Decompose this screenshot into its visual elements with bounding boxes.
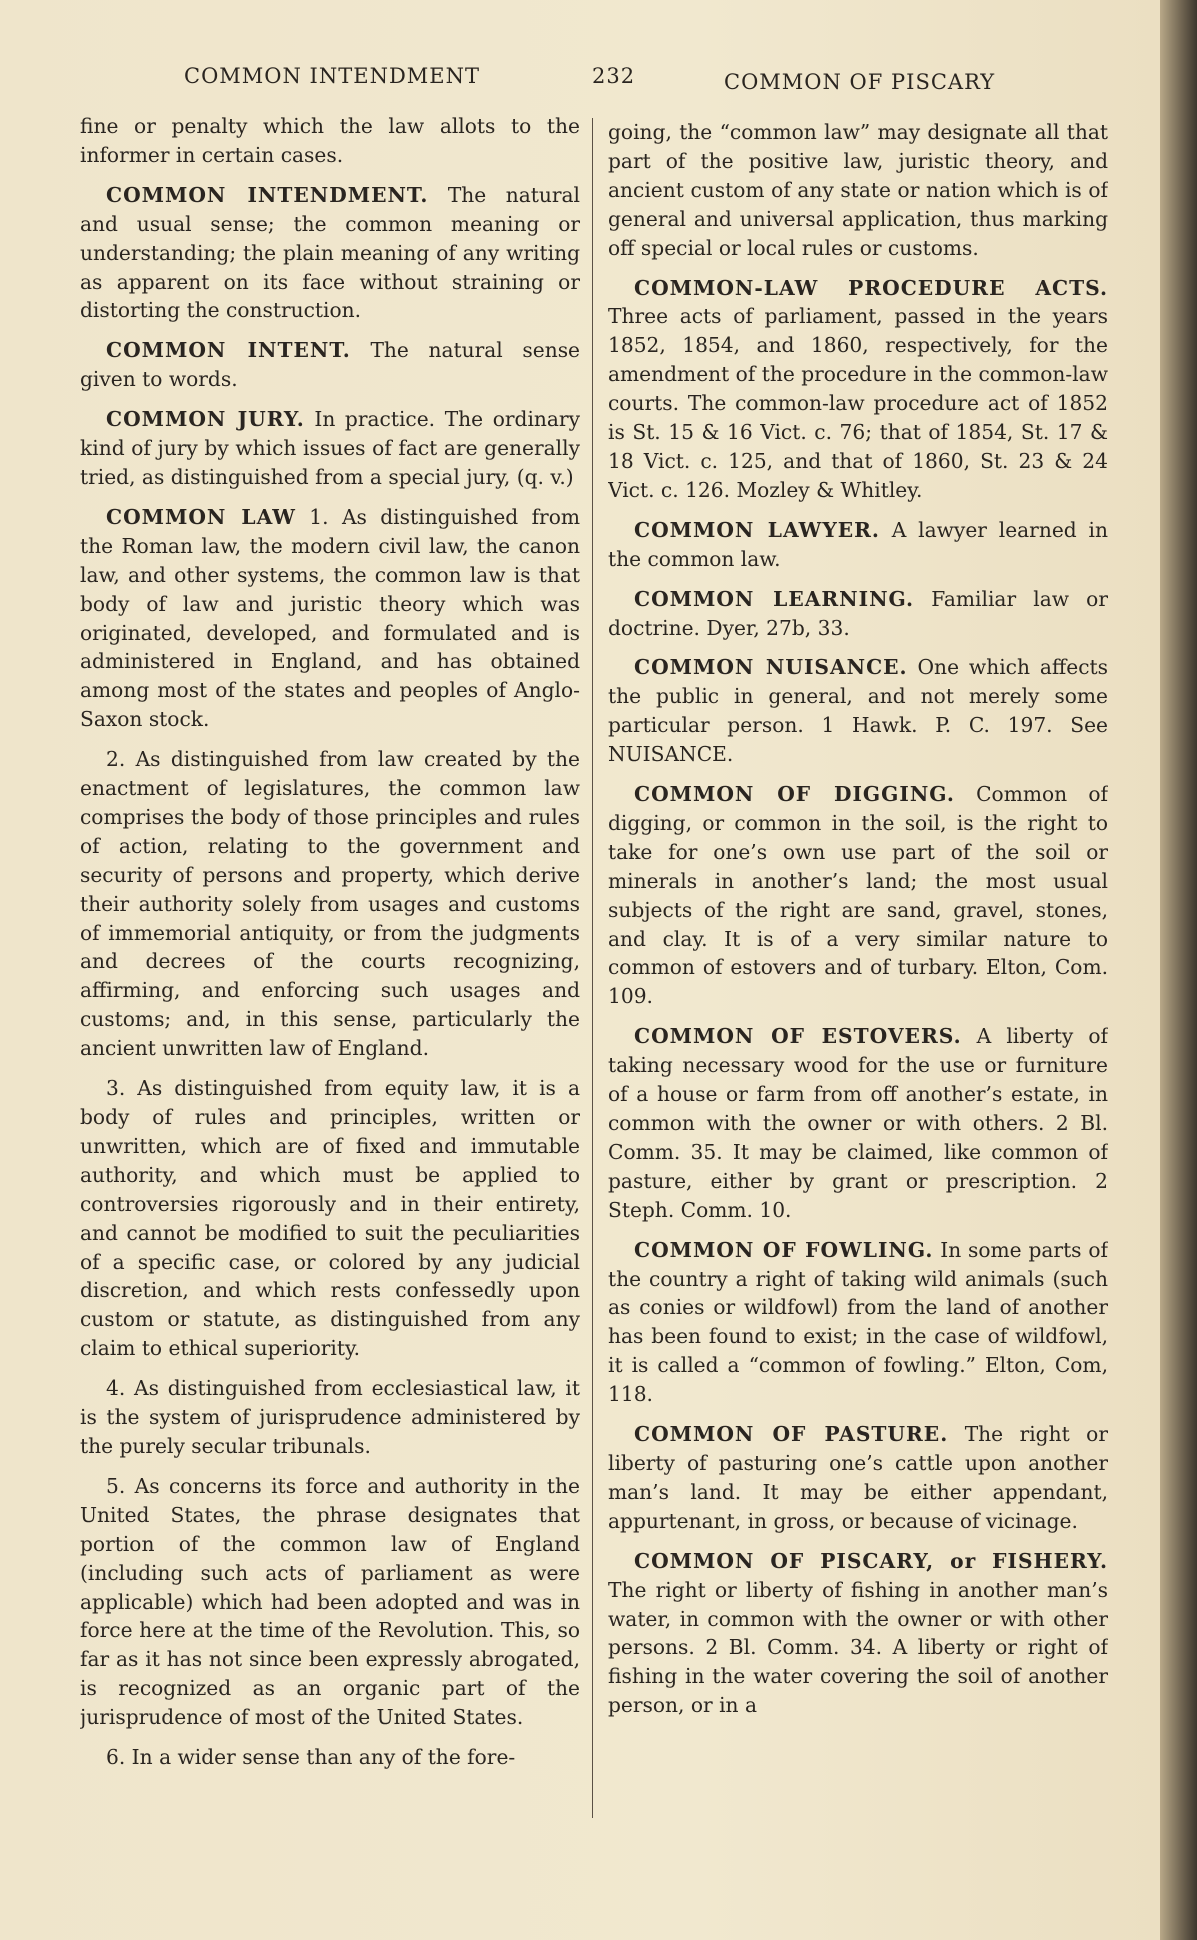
page-number: 232 <box>592 64 636 88</box>
entry-headword: COMMON OF PISCARY, or FISHERY. <box>634 1548 1108 1573</box>
dictionary-entry <box>608 1547 1108 1720</box>
right-column <box>608 118 1108 1838</box>
entry-text: 3. As distinguished from equity law, it is a body of rules and principles, written or unwritten, which are of fixed and immutable authority, and which must be applied to controversies rigorously and in their entirety, and cannot be modified to suit the peculiarities of a specific case, or colored by any judicial discretion, and which rests confessedly upon custom or statute, as distinguished from any claim to ethical superiority. <box>80 1076 580 1361</box>
dictionary-entry <box>608 780 1108 1011</box>
dictionary-entry <box>80 1374 580 1461</box>
entry-headword: COMMON LAWYER. <box>634 517 880 542</box>
entry-headword: COMMON INTENT. <box>106 338 351 363</box>
entry-text: In some parts of the country a right of taking wild animals (such as conies or wildfowl) from the land of another has been found to exist; in the case of wildfowl, it is called a “common of fowling.” Elton, Com, 118. <box>608 1237 1108 1407</box>
entry-text: Familiar law or doctrine. Dyer, 27b, 33. <box>608 586 1108 640</box>
entry-text: 1. As distinguished from the Roman law, the modern civil law, the canon law, and other systems, the common law is that body of law and juristic theory which was originated, developed, and formulated and is administered in England, and has obtained among most of the states and peoples of Anglo-Saxon stock. <box>80 504 580 732</box>
entry-text: One which affects the public in general, and not merely some particular person. 1 Hawk. P. C. 197. See NUISANCE. <box>608 655 1108 767</box>
entry-headword: COMMON INTENDMENT. <box>106 182 429 207</box>
header-right-term: COMMON OF PISCARY <box>724 70 996 94</box>
column-divider <box>592 118 593 1818</box>
entry-text: The natural sense given to words. <box>80 338 580 392</box>
entry-headword: COMMON-LAW PROCEDURE ACTS. <box>634 275 1108 300</box>
left-column <box>80 112 580 1832</box>
entry-headword: COMMON NUISANCE. <box>634 655 908 680</box>
dictionary-entry <box>80 336 580 394</box>
entry-headword: COMMON OF PASTURE. <box>634 1422 949 1447</box>
dictionary-entry <box>608 1022 1108 1224</box>
dictionary-entry <box>608 585 1108 643</box>
entry-headword: COMMON OF DIGGING. <box>634 782 955 807</box>
dictionary-entry <box>608 516 1108 574</box>
dictionary-entry <box>80 1472 580 1732</box>
entry-text: going, the “common law” may designate all that part of the positive law, juristic theory, and ancient custom of any state or nation which is of general and universal application, thus marking off special or local rules or customs. <box>608 120 1108 260</box>
dictionary-entry <box>608 1420 1108 1536</box>
dictionary-entry <box>608 653 1108 769</box>
entry-headword: COMMON LAW <box>106 504 296 529</box>
entry-text: 6. In a wider sense than any of the fore- <box>106 1745 516 1770</box>
header-left-term: COMMON INTENDMENT <box>184 64 480 88</box>
dictionary-entry <box>608 118 1108 263</box>
entry-text: Three acts of parliament, passed in the years 1852, 1854, and 1860, respectively, for the amendment of the procedure in the common-law courts. The common-law procedure act of 1852 is St. 15 & 16 Vict. c. 76; that of 1854, St. 17 & 18 Vict. c. 125, and that of 1860, St. 23 & 24 Vict. c. 126. Mozley & Whitley. <box>608 304 1108 502</box>
page-edge-shadow <box>1160 0 1197 1940</box>
entry-text: 4. As distinguished from ecclesiastical law, it is the system of jurisprudence administered by the purely secular tribunals. <box>80 1376 580 1458</box>
entry-text: A liberty of taking necessary wood for the use or furniture of a house or farm from off another’s estate, in common with the owner or with others. 2 Bl. Comm. 35. It may be claimed, like common of pasture, either by grant or prescription. 2 Steph. Comm. 10. <box>608 1024 1108 1222</box>
dictionary-entry <box>80 503 580 734</box>
entry-text: In practice. The ordinary kind of jury by which issues of fact are generally tried, as distinguished from a special jury, (q. v.) <box>80 407 580 489</box>
entry-text: 2. As distinguished from law created by the enactment of legislatures, the common law comprises the body of those principles and rules of action, relating to the government and security of persons and property, which derive their authority solely from usages and customs of immemorial antiquity, or from the judgments and decrees of the courts recognizing, affirming, and enforcing such usages and customs; and, in this sense, particularly the ancient unwritten law of England. <box>80 747 580 1061</box>
entry-text: The right or liberty of fishing in another man’s water, in common with the owner or with other persons. 2 Bl. Comm. 34. A liberty or right of fishing in the water covering the soil of another person, or in a <box>608 1577 1108 1718</box>
entry-text: 5. As concerns its force and authority in the United States, the phrase designates that portion of the common law of England (including such acts of parliament as were applicable) which had been adopted and was in force here at the time of the Revolution. This, so far as it has not since been expressly abrogated, is recognized as an organic part of the jurisprudence of most of the United States. <box>80 1473 580 1730</box>
entry-headword: COMMON OF ESTOVERS. <box>634 1024 962 1049</box>
entry-headword: COMMON OF FOWLING. <box>634 1237 934 1262</box>
entry-text: Common of digging, or common in the soil, is the right to take for one’s own use part of the soil or minerals in another’s land; the most usual subjects of the right are sand, gravel, stones, and clay. It is of a very similar nature to common of estovers and of turbary. Elton, Com. 109. <box>608 782 1108 1009</box>
entry-text: The natural and usual sense; the common meaning or understanding; the plain meaning of any writing as apparent on its face without straining or distorting the construction. <box>80 182 580 323</box>
dictionary-entry <box>80 745 580 1063</box>
dictionary-entry <box>80 181 580 326</box>
entry-text: A lawyer learned in the common law. <box>608 517 1108 571</box>
running-header <box>80 60 1040 100</box>
entry-headword: COMMON LEARNING. <box>634 586 915 611</box>
dictionary-entry <box>80 405 580 492</box>
dictionary-entry <box>608 274 1108 505</box>
dictionary-entry <box>80 1074 580 1363</box>
dictionary-entry <box>80 1743 580 1772</box>
entry-text: The right or liberty of pasturing one’s cattle upon another man’s land. It may be either appendant, appurtenant, in gross, or because of vicinage. <box>608 1422 1108 1533</box>
dictionary-entry <box>608 1236 1108 1409</box>
entry-text: fine or penalty which the law allots to the informer in certain cases. <box>80 114 580 167</box>
entry-headword: COMMON JURY. <box>106 407 305 432</box>
dictionary-entry <box>80 112 580 170</box>
